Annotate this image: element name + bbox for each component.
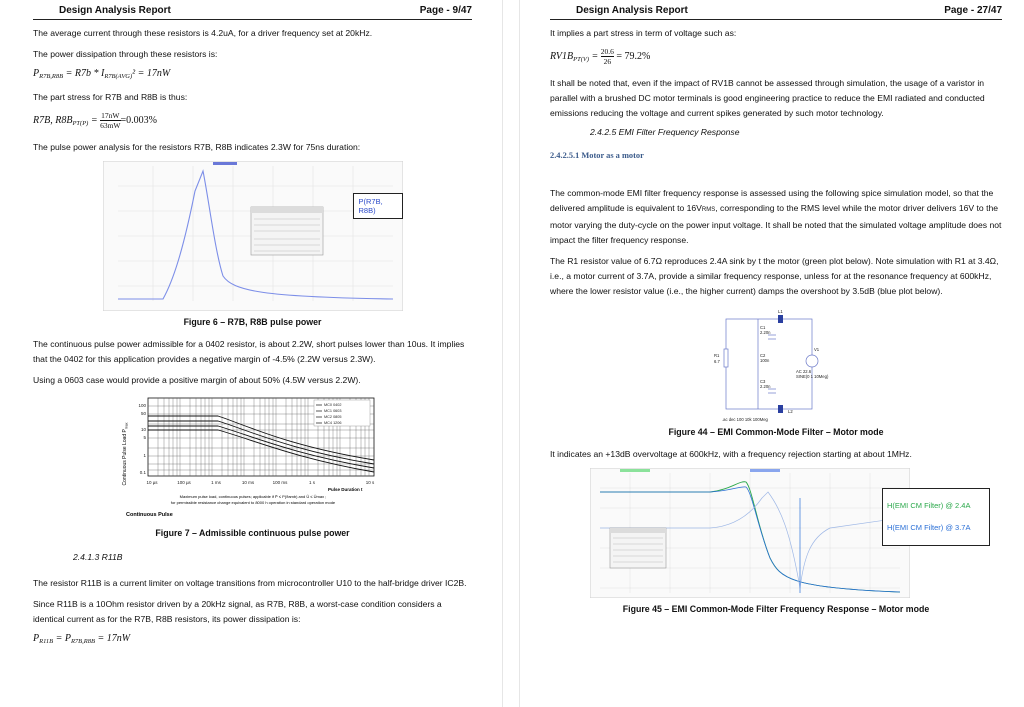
figure-6-legend: P(R7B, R8B) <box>353 193 403 219</box>
svg-text:10 µs: 10 µs <box>145 480 158 485</box>
left-paragraph-7: The resistor R11B is a current limiter on voltage transitions from microcontroller U10 to the half-bridge driver IC2B. <box>33 578 467 588</box>
svg-text:SINE(0 1 10Meg): SINE(0 1 10Meg) <box>796 374 829 379</box>
svg-text:100: 100 <box>137 403 146 408</box>
fig7-title: Continuous Pulse <box>125 512 173 518</box>
figure-44-caption: Figure 44 – EMI Common-Mode Filter – Motor mode <box>668 427 884 437</box>
svg-text:100n: 100n <box>760 358 770 363</box>
svg-text:.ac dec 100 10k 100Meg: .ac dec 100 10k 100Meg <box>722 417 768 422</box>
figure-45-frequency-response <box>590 468 1010 598</box>
svg-text:C2: C2 <box>760 353 766 358</box>
fig7-ylabel: Continuous Pulse Load $P_{max}$ <box>121 422 128 486</box>
svg-text:C3: C3 <box>760 379 766 384</box>
pulse-power-plot-svg <box>103 161 403 311</box>
svg-text:MC2 0805: MC2 0805 <box>323 415 342 419</box>
right-paragraph-3: The common-mode EMI filter frequency response is assessed using the following spice simulation model, so that the delivered amplitude is equivalent to 16VRMS, corresponding to the RMS level while the motor driver delivers 16V to the motor varying the duty-cycle on the power input voltage. It shall be noted that the simulated voltage amplitude does not impact the filter frequency response. <box>550 188 1002 245</box>
equation-r7b-stress: R7B, $R8B_{PT(P)}$ = $\frac{17nW}{63mW}$ =0.003% <box>33 111 157 130</box>
fig7-note-2: for permissible resistance change equivalent to 8000 h operation in standard operation mode <box>170 500 335 505</box>
svg-text:V1: V1 <box>814 347 820 352</box>
equation-rv1b-stress: $RV1B_{PT(V)}$ = $\frac{20.6}{26}$ = 79.2% <box>550 47 651 66</box>
right-paragraph-4: The R1 resistor value of 6.7Ω reproduces 2.4A sink by t the motor (green plot below). Note simulation with R1 at 3.4Ω, i.e., a motor current of 3.7A, provide a similar frequency response, unless for at the resonance frequency at 600kHz, where the lower resistor value (i.e., the higher current) damps the overshoot by 3.5dB (blue plot below). <box>550 256 999 296</box>
equation-r7b-power: $P_{R7B,R8B} = R7b * I_{R7B(AVG)}^2 = 17nW$ <box>33 68 171 80</box>
svg-text:2.20n: 2.20n <box>760 384 771 389</box>
svg-text:1 ms: 1 ms <box>210 480 221 485</box>
svg-text:50: 50 <box>140 411 146 416</box>
right-paragraph-2: It shall be noted that, even if the impact of RV1B cannot be assessed through simulation, the usage of a varistor in parallel with a brushed DC motor terminals is good engineering practice to reduce the EMI radiated and conducted emissions reducing the voltage and current spikes generated by such motor technology. <box>550 78 985 118</box>
svg-text:L2: L2 <box>788 409 793 414</box>
figure-7-pulse-load-chart <box>118 394 388 522</box>
right-paragraph-1: It implies a part stress in term of voltage such as: <box>550 28 737 38</box>
fig7-xticks <box>146 480 375 485</box>
heading-motor-as-motor: 2.4.2.5.1 Motor as a motor <box>550 151 644 160</box>
figure-7-caption: Figure 7 – Admissible continuous pulse power <box>155 528 350 538</box>
pulse-load-chart-svg <box>118 394 388 522</box>
left-paragraph-3: The part stress for R7B and R8B is thus: <box>33 92 188 102</box>
left-page <box>0 0 500 707</box>
svg-text:5: 5 <box>142 435 146 440</box>
svg-text:MC4 1206: MC4 1206 <box>323 421 342 425</box>
frequency-response-svg <box>590 468 910 598</box>
heading-emi-filter: 2.4.2.5 EMI Filter Frequency Response <box>590 127 740 137</box>
svg-text:100 µs: 100 µs <box>176 480 191 485</box>
svg-text:10: 10 <box>140 427 146 432</box>
svg-text:0.1: 0.1 <box>139 470 146 475</box>
legend-item-3-7a: H(EMI CM Filter) @ 3.7A <box>887 523 971 532</box>
svg-text:AC 22.6: AC 22.6 <box>796 369 812 374</box>
left-paragraph-8: Since R11B is a 10Ohm resistor driven by a 20kHz signal, as R7B, R8B, a worst-case condition considers a identical current as for the R7B, R8B resistors, its power dissipation is: <box>33 599 442 624</box>
svg-text:R1: R1 <box>714 353 720 358</box>
left-paragraph-1: The average current through these resistors is 4.2uA, for a driver frequency set at 20kHz. <box>33 28 373 38</box>
left-paragraph-6: Using a 0603 case would provide a positive margin of about 50% (4.5W versus 2.2W). <box>33 375 361 385</box>
svg-text:6.7: 6.7 <box>714 359 720 364</box>
svg-text:1 s: 1 s <box>308 480 315 485</box>
cursor-dialog-2 <box>610 528 666 568</box>
figure-45-legend <box>882 488 990 546</box>
svg-text:L1: L1 <box>778 309 783 314</box>
svg-text:C1: C1 <box>760 325 766 330</box>
left-paragraph-4: The pulse power analysis for the resistors R7B, R8B indicates 2.3W for 75ns duration: <box>33 142 361 152</box>
cursor-dialog <box>251 207 323 255</box>
svg-text:10 s: 10 s <box>365 480 374 485</box>
figure-6-pulse-power-plot <box>103 161 403 311</box>
fig7-note-1: Maximum pulse load, continuous pulses; applicable if P̄ ≤ P(ϑamb) and Û ≤ Ûmax ; <box>179 494 326 499</box>
right-paragraph-5: It indicates an +13dB overvoltage at 600kHz, with a frequency rejection starting at about 1MHz. <box>550 449 912 459</box>
svg-text:1: 1 <box>142 453 146 458</box>
svg-text:2.20n: 2.20n <box>760 330 771 335</box>
emi-filter-schematic-svg <box>706 305 846 425</box>
svg-text:MC1 0603: MC1 0603 <box>323 409 342 413</box>
left-header-page: Page - 9/47 <box>419 5 472 16</box>
left-paragraph-5: The continuous pulse power admissible for a 0402 resistor, is about 2.2W, short pulses lower than 10us. It implies that the 0402 for this application provides a negative margin of -4.5% (2.2W versus 2.3W). <box>33 339 465 364</box>
fig7-yticks <box>138 403 146 475</box>
legend-item-2-4a: H(EMI CM Filter) @ 2.4A <box>887 501 971 510</box>
svg-text:MC0 0402: MC0 0402 <box>323 403 342 407</box>
figure-6-caption: Figure 6 – R7B, R8B pulse power <box>183 317 322 327</box>
figure-44-schematic <box>706 305 846 425</box>
fig7-xlabel: Pulse Duration t <box>327 487 363 492</box>
figure-45-caption: Figure 45 – EMI Common-Mode Filter Frequency Response – Motor mode <box>622 604 930 614</box>
left-page-header <box>33 0 472 20</box>
equation-r11b-power: $P_{R11B} = P_{R7B,R8B} = 17nW$ <box>33 633 131 645</box>
left-header-title: Design Analysis Report <box>59 5 171 16</box>
svg-text:10 ms: 10 ms <box>241 480 254 485</box>
left-paragraph-2: The power dissipation through these resistors is: <box>33 49 218 59</box>
right-page-header <box>550 0 1002 20</box>
right-header-page: Page - 27/47 <box>944 5 1002 16</box>
heading-r11b: 2.4.1.3 R11B <box>73 552 123 562</box>
page-gutter <box>502 0 520 707</box>
svg-text:100 ms: 100 ms <box>272 480 287 485</box>
right-header-title: Design Analysis Report <box>576 5 688 16</box>
right-page <box>520 0 1024 707</box>
